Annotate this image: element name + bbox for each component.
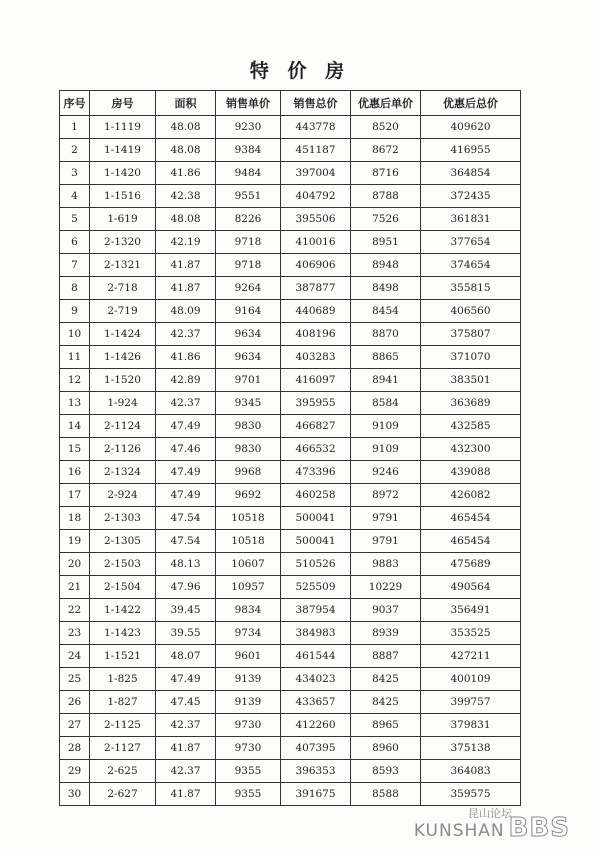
table-cell: 500041 <box>281 507 351 530</box>
table-cell: 25 <box>60 668 90 691</box>
table-cell: 416097 <box>281 369 351 392</box>
table-cell: 48.08 <box>156 116 216 139</box>
table-cell: 9734 <box>216 622 281 645</box>
table-cell: 2-1127 <box>90 737 156 760</box>
table-cell: 9246 <box>351 461 421 484</box>
table-cell: 8226 <box>216 208 281 231</box>
price-table <box>59 90 521 806</box>
table-row <box>60 599 521 622</box>
table-cell: 20 <box>60 553 90 576</box>
table-row <box>60 576 521 599</box>
table-cell: 8941 <box>351 369 421 392</box>
table-row <box>60 300 521 323</box>
table-cell: 466532 <box>281 438 351 461</box>
table-cell: 42.19 <box>156 231 216 254</box>
table-row <box>60 507 521 530</box>
table-cell: 408196 <box>281 323 351 346</box>
table-cell: 10518 <box>216 507 281 530</box>
table-cell: 11 <box>60 346 90 369</box>
table-cell: 1-827 <box>90 691 156 714</box>
table-cell: 1-1422 <box>90 599 156 622</box>
table-cell: 2-1503 <box>90 553 156 576</box>
table-cell: 443778 <box>281 116 351 139</box>
table-cell: 8454 <box>351 300 421 323</box>
table-cell: 3 <box>60 162 90 185</box>
table-row <box>60 645 521 668</box>
table-cell: 10607 <box>216 553 281 576</box>
table-cell: 2-718 <box>90 277 156 300</box>
table-cell: 27 <box>60 714 90 737</box>
table-cell: 384983 <box>281 622 351 645</box>
table-cell: 379831 <box>421 714 521 737</box>
table-cell: 465454 <box>421 507 521 530</box>
column-header: 优惠后单价 <box>351 91 421 116</box>
table-cell: 8948 <box>351 254 421 277</box>
table-cell: 10229 <box>351 576 421 599</box>
table-header-row <box>60 91 521 116</box>
table-cell: 377654 <box>421 231 521 254</box>
table-cell: 9345 <box>216 392 281 415</box>
table-cell: 8425 <box>351 668 421 691</box>
table-cell: 466827 <box>281 415 351 438</box>
table-row <box>60 323 521 346</box>
table-cell: 41.87 <box>156 254 216 277</box>
table-cell: 9355 <box>216 783 281 806</box>
table-cell: 2-1504 <box>90 576 156 599</box>
table-cell: 9109 <box>351 415 421 438</box>
table-cell: 47.49 <box>156 415 216 438</box>
table-cell: 1-1426 <box>90 346 156 369</box>
table-cell: 353525 <box>421 622 521 645</box>
table-row <box>60 162 521 185</box>
table-cell: 2-1320 <box>90 231 156 254</box>
table-row <box>60 116 521 139</box>
table-row <box>60 760 521 783</box>
table-cell: 2-1305 <box>90 530 156 553</box>
table-body <box>60 116 521 806</box>
table-cell: 9730 <box>216 714 281 737</box>
table-row <box>60 737 521 760</box>
table-cell: 391675 <box>281 783 351 806</box>
table-cell: 406906 <box>281 254 351 277</box>
table-cell: 387954 <box>281 599 351 622</box>
table-cell: 42.37 <box>156 323 216 346</box>
table-cell: 2-719 <box>90 300 156 323</box>
table-cell: 1-1420 <box>90 162 156 185</box>
table-cell: 2-1303 <box>90 507 156 530</box>
table-row <box>60 208 521 231</box>
table-row <box>60 415 521 438</box>
table-cell: 48.08 <box>156 139 216 162</box>
table-cell: 9109 <box>351 438 421 461</box>
table-row <box>60 139 521 162</box>
table-cell: 2-1126 <box>90 438 156 461</box>
table-cell: 432585 <box>421 415 521 438</box>
table-cell: 6 <box>60 231 90 254</box>
table-cell: 359575 <box>421 783 521 806</box>
table-cell: 8951 <box>351 231 421 254</box>
table-cell: 433657 <box>281 691 351 714</box>
table-cell: 48.09 <box>156 300 216 323</box>
table-cell: 13 <box>60 392 90 415</box>
table-cell: 8520 <box>351 116 421 139</box>
table-cell: 404792 <box>281 185 351 208</box>
table-cell: 1-1521 <box>90 645 156 668</box>
table-cell: 47.49 <box>156 484 216 507</box>
column-header: 销售总价 <box>281 91 351 116</box>
table-cell: 396353 <box>281 760 351 783</box>
table-row <box>60 783 521 806</box>
table-row <box>60 622 521 645</box>
table-cell: 48.08 <box>156 208 216 231</box>
table-cell: 2-1124 <box>90 415 156 438</box>
table-cell: 2-1324 <box>90 461 156 484</box>
table-cell: 364854 <box>421 162 521 185</box>
table-cell: 355815 <box>421 277 521 300</box>
table-cell: 371070 <box>421 346 521 369</box>
table-cell: 10957 <box>216 576 281 599</box>
table-cell: 407395 <box>281 737 351 760</box>
table-cell: 42.37 <box>156 392 216 415</box>
table-cell: 9718 <box>216 231 281 254</box>
table-cell: 2-1321 <box>90 254 156 277</box>
table-cell: 47.96 <box>156 576 216 599</box>
table-cell: 42.38 <box>156 185 216 208</box>
table-cell: 8716 <box>351 162 421 185</box>
column-header: 房号 <box>90 91 156 116</box>
column-header: 面积 <box>156 91 216 116</box>
watermark-cn: 昆山论坛 <box>468 807 512 820</box>
table-cell: 2 <box>60 139 90 162</box>
table-cell: 5 <box>60 208 90 231</box>
table-cell: 427211 <box>421 645 521 668</box>
table-cell: 2-1125 <box>90 714 156 737</box>
table-cell: 14 <box>60 415 90 438</box>
table-cell: 1-1423 <box>90 622 156 645</box>
table-cell: 1-1424 <box>90 323 156 346</box>
table-cell: 39.45 <box>156 599 216 622</box>
table-cell: 9834 <box>216 599 281 622</box>
table-cell: 432300 <box>421 438 521 461</box>
table-cell: 439088 <box>421 461 521 484</box>
table-cell: 400109 <box>421 668 521 691</box>
table-row <box>60 231 521 254</box>
table-cell: 8584 <box>351 392 421 415</box>
table-cell: 30 <box>60 783 90 806</box>
table-cell: 8972 <box>351 484 421 507</box>
table-cell: 361831 <box>421 208 521 231</box>
table-cell: 29 <box>60 760 90 783</box>
table-row <box>60 254 521 277</box>
table-cell: 47.46 <box>156 438 216 461</box>
table-cell: 10 <box>60 323 90 346</box>
table-cell: 409620 <box>421 116 521 139</box>
table-cell: 426082 <box>421 484 521 507</box>
table-cell: 16 <box>60 461 90 484</box>
table-cell: 9830 <box>216 415 281 438</box>
table-cell: 510526 <box>281 553 351 576</box>
table-cell: 8588 <box>351 783 421 806</box>
table-cell: 9139 <box>216 668 281 691</box>
table-cell: 8887 <box>351 645 421 668</box>
table-cell: 8939 <box>351 622 421 645</box>
table-cell: 9484 <box>216 162 281 185</box>
table-cell: 10518 <box>216 530 281 553</box>
table-cell: 395955 <box>281 392 351 415</box>
table-cell: 525509 <box>281 576 351 599</box>
table-cell: 41.87 <box>156 277 216 300</box>
table-row <box>60 277 521 300</box>
table-cell: 42.37 <box>156 714 216 737</box>
page-title: 特 价 房 <box>249 60 351 82</box>
table-cell: 8 <box>60 277 90 300</box>
table-cell: 9037 <box>351 599 421 622</box>
table-cell: 9551 <box>216 185 281 208</box>
table-cell: 9601 <box>216 645 281 668</box>
table-cell: 47.45 <box>156 691 216 714</box>
column-header: 优惠后总价 <box>421 91 521 116</box>
table-cell: 364083 <box>421 760 521 783</box>
table-cell: 363689 <box>421 392 521 415</box>
table-cell: 41.87 <box>156 783 216 806</box>
table-cell: 412260 <box>281 714 351 737</box>
table-row <box>60 714 521 737</box>
table-row <box>60 668 521 691</box>
table-cell: 372435 <box>421 185 521 208</box>
table-cell: 1 <box>60 116 90 139</box>
table-cell: 9384 <box>216 139 281 162</box>
table-cell: 451187 <box>281 139 351 162</box>
table-cell: 1-1516 <box>90 185 156 208</box>
table-cell: 460258 <box>281 484 351 507</box>
table-cell: 440689 <box>281 300 351 323</box>
table-cell: 9830 <box>216 438 281 461</box>
table-cell: 8965 <box>351 714 421 737</box>
table-cell: 1-924 <box>90 392 156 415</box>
table-cell: 9883 <box>351 553 421 576</box>
table-cell: 24 <box>60 645 90 668</box>
table-row <box>60 461 521 484</box>
table-cell: 383501 <box>421 369 521 392</box>
table-cell: 9692 <box>216 484 281 507</box>
table-cell: 9264 <box>216 277 281 300</box>
table-cell: 9718 <box>216 254 281 277</box>
table-cell: 9730 <box>216 737 281 760</box>
table-cell: 7 <box>60 254 90 277</box>
table-cell: 395506 <box>281 208 351 231</box>
table-cell: 21 <box>60 576 90 599</box>
table-cell: 8498 <box>351 277 421 300</box>
table-cell: 374654 <box>421 254 521 277</box>
table-cell: 8788 <box>351 185 421 208</box>
table-cell: 23 <box>60 622 90 645</box>
table-cell: 22 <box>60 599 90 622</box>
table-cell: 9139 <box>216 691 281 714</box>
table-cell: 47.49 <box>156 461 216 484</box>
table-cell: 500041 <box>281 530 351 553</box>
table-cell: 39.55 <box>156 622 216 645</box>
table-cell: 19 <box>60 530 90 553</box>
table-cell: 416955 <box>421 139 521 162</box>
table-cell: 399757 <box>421 691 521 714</box>
table-row <box>60 369 521 392</box>
table-cell: 28 <box>60 737 90 760</box>
table-cell: 1-1119 <box>90 116 156 139</box>
table-cell: 461544 <box>281 645 351 668</box>
table-cell: 490564 <box>421 576 521 599</box>
table-cell: 9634 <box>216 323 281 346</box>
table-cell: 12 <box>60 369 90 392</box>
table-cell: 7526 <box>351 208 421 231</box>
table-cell: 47.54 <box>156 507 216 530</box>
column-header: 销售单价 <box>216 91 281 116</box>
table-cell: 15 <box>60 438 90 461</box>
table-cell: 403283 <box>281 346 351 369</box>
table-cell: 473396 <box>281 461 351 484</box>
table-cell: 434023 <box>281 668 351 691</box>
table-cell: 9634 <box>216 346 281 369</box>
table-cell: 9791 <box>351 530 421 553</box>
table-cell: 406560 <box>421 300 521 323</box>
table-cell: 2-924 <box>90 484 156 507</box>
table-cell: 17 <box>60 484 90 507</box>
table-cell: 465454 <box>421 530 521 553</box>
table-row <box>60 392 521 415</box>
watermark-bbs: BBS <box>508 813 570 843</box>
table-cell: 375138 <box>421 737 521 760</box>
table-cell: 9355 <box>216 760 281 783</box>
table-cell: 9791 <box>351 507 421 530</box>
table-cell: 356491 <box>421 599 521 622</box>
table-cell: 1-825 <box>90 668 156 691</box>
table-row <box>60 484 521 507</box>
table-cell: 375807 <box>421 323 521 346</box>
table-cell: 8870 <box>351 323 421 346</box>
table-row <box>60 530 521 553</box>
table-cell: 387877 <box>281 277 351 300</box>
table-cell: 2-627 <box>90 783 156 806</box>
table-cell: 48.07 <box>156 645 216 668</box>
column-header: 序号 <box>60 91 90 116</box>
table-cell: 9701 <box>216 369 281 392</box>
table-row <box>60 185 521 208</box>
table-row <box>60 438 521 461</box>
table-cell: 47.54 <box>156 530 216 553</box>
table-cell: 9968 <box>216 461 281 484</box>
table-cell: 9230 <box>216 116 281 139</box>
table-cell: 47.49 <box>156 668 216 691</box>
table-cell: 1-619 <box>90 208 156 231</box>
table-row <box>60 346 521 369</box>
table-cell: 475689 <box>421 553 521 576</box>
table-cell: 42.89 <box>156 369 216 392</box>
watermark-en: KUNSHAN <box>413 821 505 841</box>
table-cell: 42.37 <box>156 760 216 783</box>
table-cell: 9 <box>60 300 90 323</box>
table-cell: 8672 <box>351 139 421 162</box>
table-cell: 41.87 <box>156 737 216 760</box>
table-cell: 397004 <box>281 162 351 185</box>
watermark-logo <box>413 807 570 843</box>
table-cell: 2-625 <box>90 760 156 783</box>
table-cell: 9164 <box>216 300 281 323</box>
table-cell: 41.86 <box>156 346 216 369</box>
table-row <box>60 691 521 714</box>
table-cell: 41.86 <box>156 162 216 185</box>
table-row <box>60 553 521 576</box>
table-cell: 48.13 <box>156 553 216 576</box>
table-cell: 410016 <box>281 231 351 254</box>
table-cell: 1-1520 <box>90 369 156 392</box>
table-cell: 8425 <box>351 691 421 714</box>
table-cell: 8865 <box>351 346 421 369</box>
table-cell: 8960 <box>351 737 421 760</box>
table-cell: 4 <box>60 185 90 208</box>
table-cell: 8593 <box>351 760 421 783</box>
table-cell: 26 <box>60 691 90 714</box>
table-cell: 18 <box>60 507 90 530</box>
table-cell: 1-1419 <box>90 139 156 162</box>
